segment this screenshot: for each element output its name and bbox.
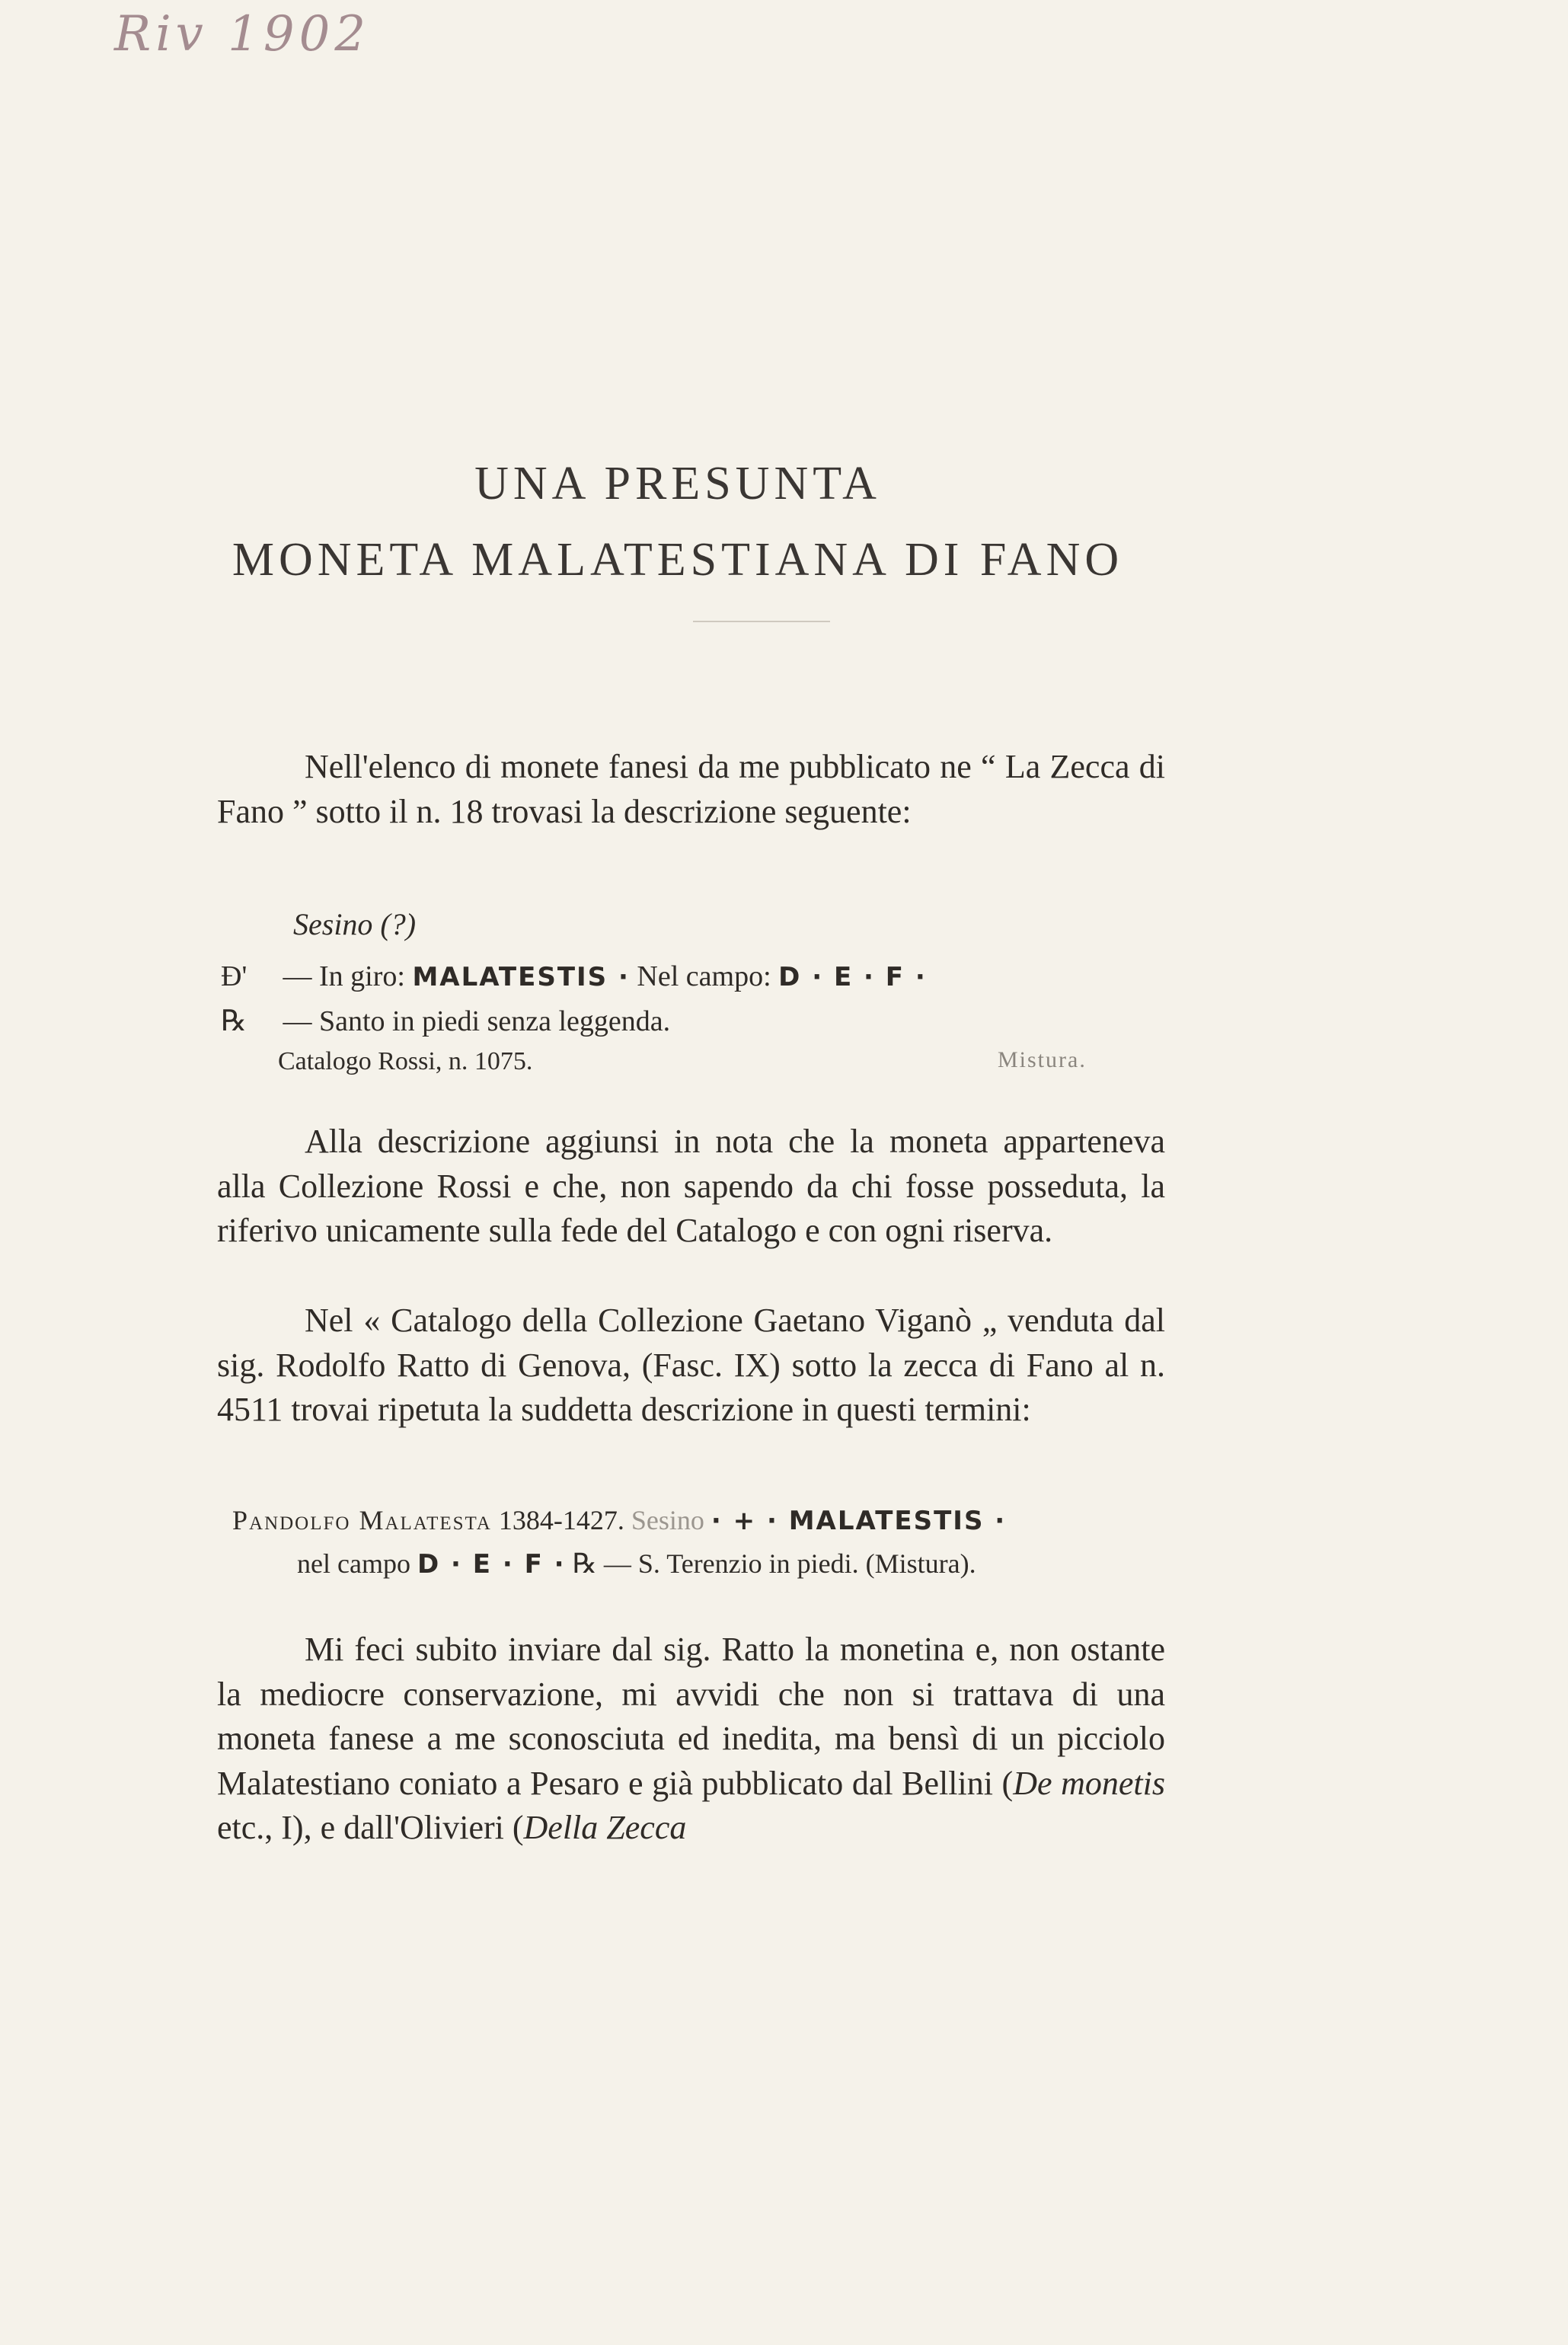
paragraph-1: Nell'elenco di monete fanesi da me pubblicato ne “ La Zecca di Fano ” sotto il n. 18 trovasi la descrizione seguente: xyxy=(217,748,1165,830)
obverse-field-label: Nel campo: xyxy=(637,960,771,992)
quotation-field: D · E · F · xyxy=(417,1549,566,1580)
reverse-symbol: ℞ xyxy=(221,1005,247,1037)
paragraph-3: Nel « Catalogo della Collezione Gaetano Viganò „ venduta dal sig. Rodolfo Ratto di Genova, (Fasc. IX) sotto la zecca di Fano al n. 4511 trovai ripetuta la suddetta descrizione in questi termini: xyxy=(217,1302,1165,1428)
quotation-denomination: Sesino xyxy=(631,1505,704,1535)
title-line-2: MONETA MALATESTIANA DI FANO xyxy=(232,534,1124,586)
quotation-prefix: nel campo xyxy=(297,1548,410,1579)
paragraph-4 xyxy=(217,1628,1165,1851)
catalog-source: Catalogo Rossi, n. 1075. xyxy=(278,1047,533,1075)
obverse-field: D · E · F · xyxy=(778,962,927,992)
catalog-denomination: Sesino (?) xyxy=(293,907,417,941)
title-line-1: UNA PRESUNTA xyxy=(474,458,881,510)
paragraph-4-italic-2: Della Zecca xyxy=(523,1809,687,1846)
quotation-name: Pandolfo Malatesta xyxy=(232,1505,492,1535)
quotation-line-2 xyxy=(297,1548,976,1580)
paragraph-4-part-1: Mi feci subito inviare dal sig. Ratto la monetina e, non ostante la mediocre conservazione, mi avvidi che non si trattava di una moneta fanese a me sconosciuta ed inedita, ma bensì di un picciolo Malatestiano coniato a Pesaro e già pubblicato dal Bellini ( xyxy=(217,1631,1165,1802)
handwritten-note: Riv 1902 xyxy=(114,6,371,62)
paragraph-4-part-2: etc., I), e dall'Olivieri ( xyxy=(217,1809,524,1846)
quotation-line-1 xyxy=(232,1504,1006,1536)
quotation-text: — S. Terenzio in piedi. (Mistura). xyxy=(603,1548,976,1579)
obverse-text: — In giro: xyxy=(283,960,405,992)
quotation-years: 1384-1427. xyxy=(498,1505,624,1535)
catalog-material: Mistura. xyxy=(998,1047,1087,1072)
obverse-symbol: Ɖ' xyxy=(221,960,247,992)
quotation-legend: · + · MALATESTIS · xyxy=(711,1506,1007,1536)
title-divider xyxy=(693,621,830,622)
paragraph-2: Alla descrizione aggiunsi in nota che la moneta apparteneva alla Collezione Rossi e che, non sapendo da chi fosse posseduta, la riferivo unicamente sulla fede del Catalogo e con ogni riserva. xyxy=(217,1123,1165,1249)
quotation-reverse-symbol: ℞ xyxy=(572,1548,597,1579)
catalog-obverse-line xyxy=(221,960,927,993)
paragraph-4-italic-1: De monetis xyxy=(1013,1764,1165,1802)
obverse-legend: MALATESTIS · xyxy=(412,962,630,992)
catalog-reverse-line xyxy=(221,1004,670,1038)
reverse-text: — Santo in piedi senza leggenda. xyxy=(283,1005,671,1037)
